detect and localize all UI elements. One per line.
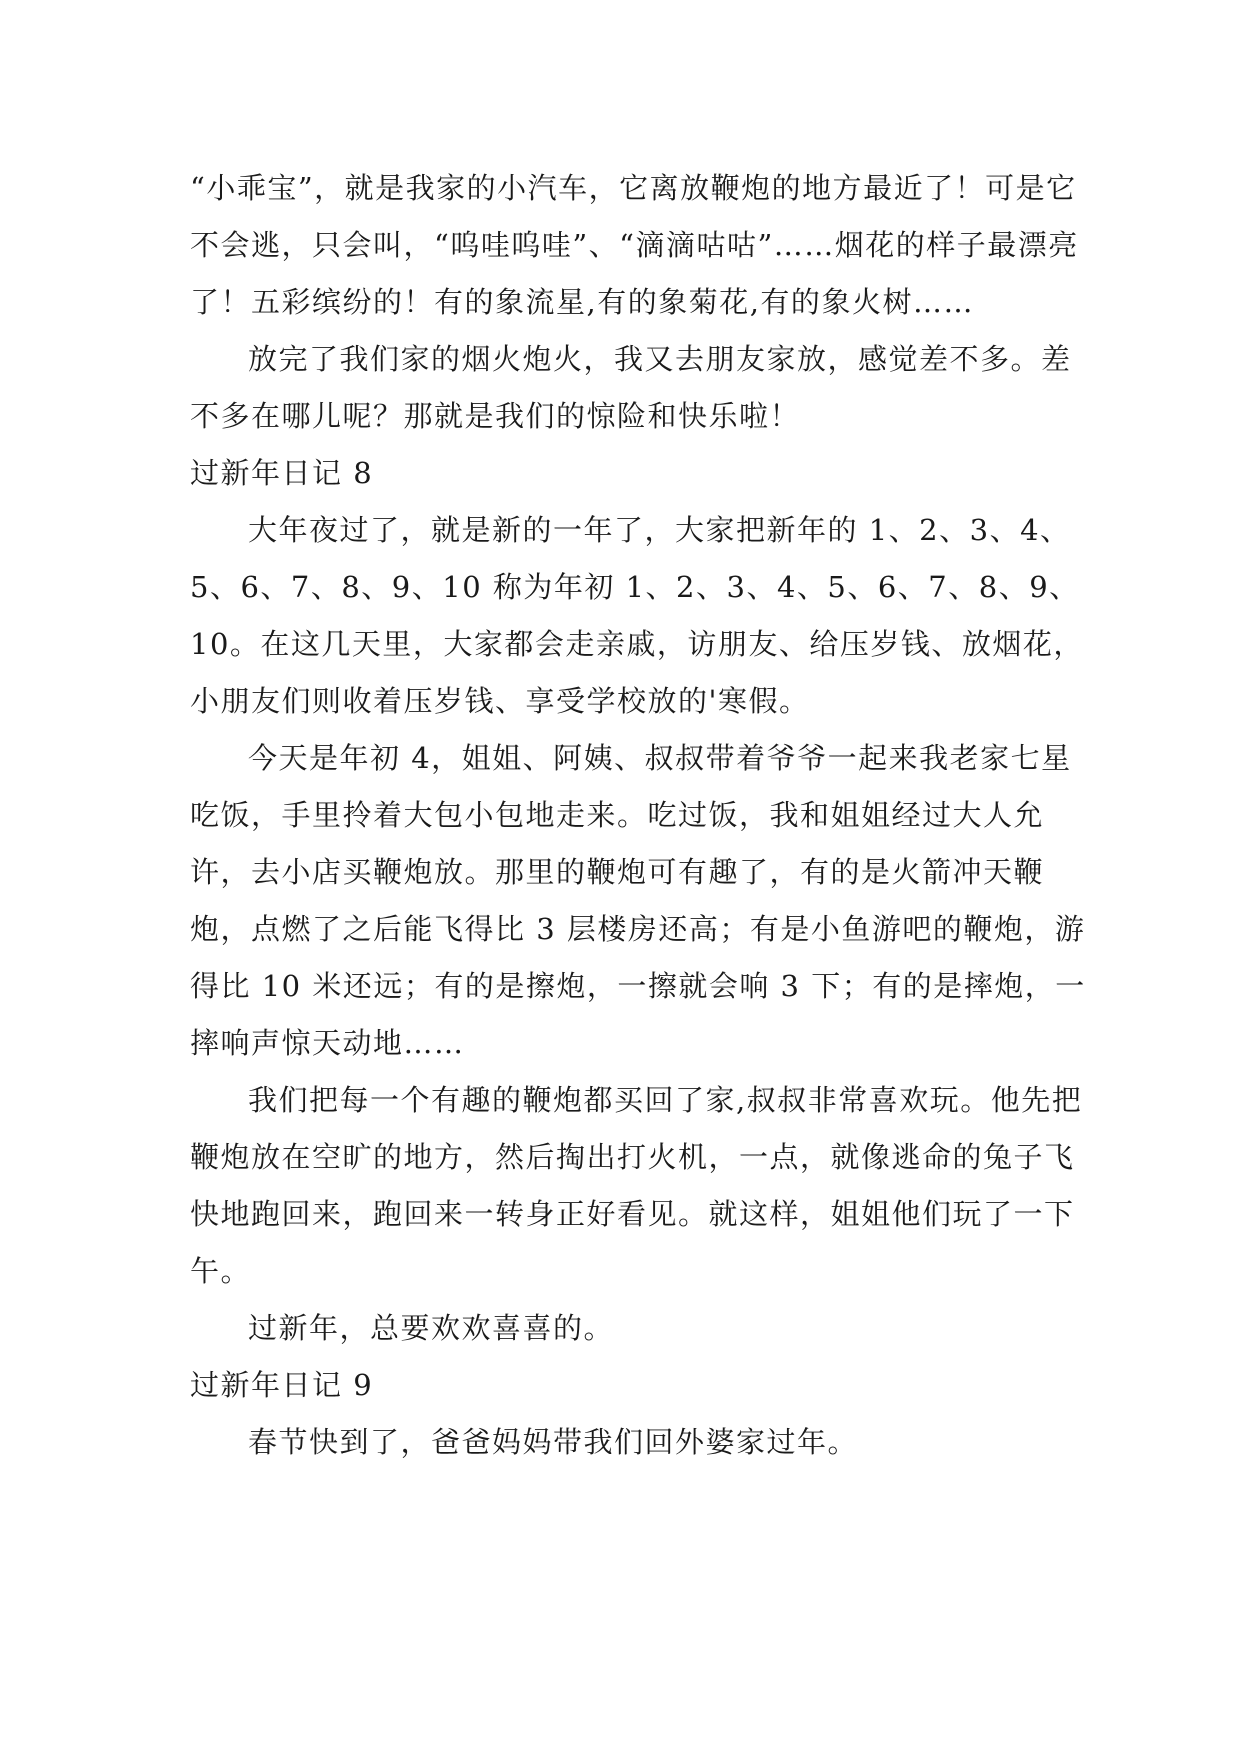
paragraph: 过新年，总要欢欢喜喜的。 — [248, 1311, 615, 1345]
paragraph: 春节快到了，爸爸妈妈带我们回外婆家过年。 — [248, 1425, 859, 1459]
paragraph: 放完了我们家的烟火炮火，我又去朋友家放，感觉差不多。差不多在哪儿呢？那就是我们的惊险和快乐啦！ — [190, 342, 1072, 433]
paragraph: 今天是年初 4，姐姐、阿姨、叔叔带着爷爷一起来我老家七星吃饭，手里拎着大包小包地走来。吃过饭，我和姐姐经过大人允许，去小店买鞭炮放。那里的鞭炮可有趣了，有的是火箭冲天鞭炮，点燃了之后能飞得比 3 层楼房还高；有是小鱼游吧的鞭炮，游得比 10 米还远；有的是擦炮，一擦就会响 3 下；有的是摔炮，一摔响声惊天动地…… — [190, 741, 1086, 1060]
paragraph: 我们把每一个有趣的鞭炮都买回了家,叔叔非常喜欢玩。他先把鞭炮放在空旷的地方，然后掏出打火机，一点，就像逃命的兔子飞快地跑回来，跑回来一转身正好看见。就这样，姐姐他们玩了一下午。 — [190, 1083, 1083, 1288]
paragraph-continued: “小乖宝”，就是我家的小汽车，它离放鞭炮的地方最近了！可是它不会逃，只会叫，“呜哇呜哇”、“滴滴咕咕”……烟花的样子最漂亮了！五彩缤纷的！有的象流星,有的象菊花,有的象火树…… — [190, 171, 1079, 319]
section-heading-diary-9: 过新年日记 9 — [190, 1368, 374, 1402]
document-body — [190, 160, 1095, 1471]
section-heading-diary-8: 过新年日记 8 — [190, 456, 374, 490]
paragraph: 大年夜过了，就是新的一年了，大家把新年的 1、2、3、4、5、6、7、8、9、10 称为年初 1、2、3、4、5、6、7、8、9、10。在这几天里，大家都会走亲戚，访朋友、给压岁钱、放烟花，小朋友们则收着压岁钱、享受学校放的'寒假。 — [190, 513, 1084, 718]
